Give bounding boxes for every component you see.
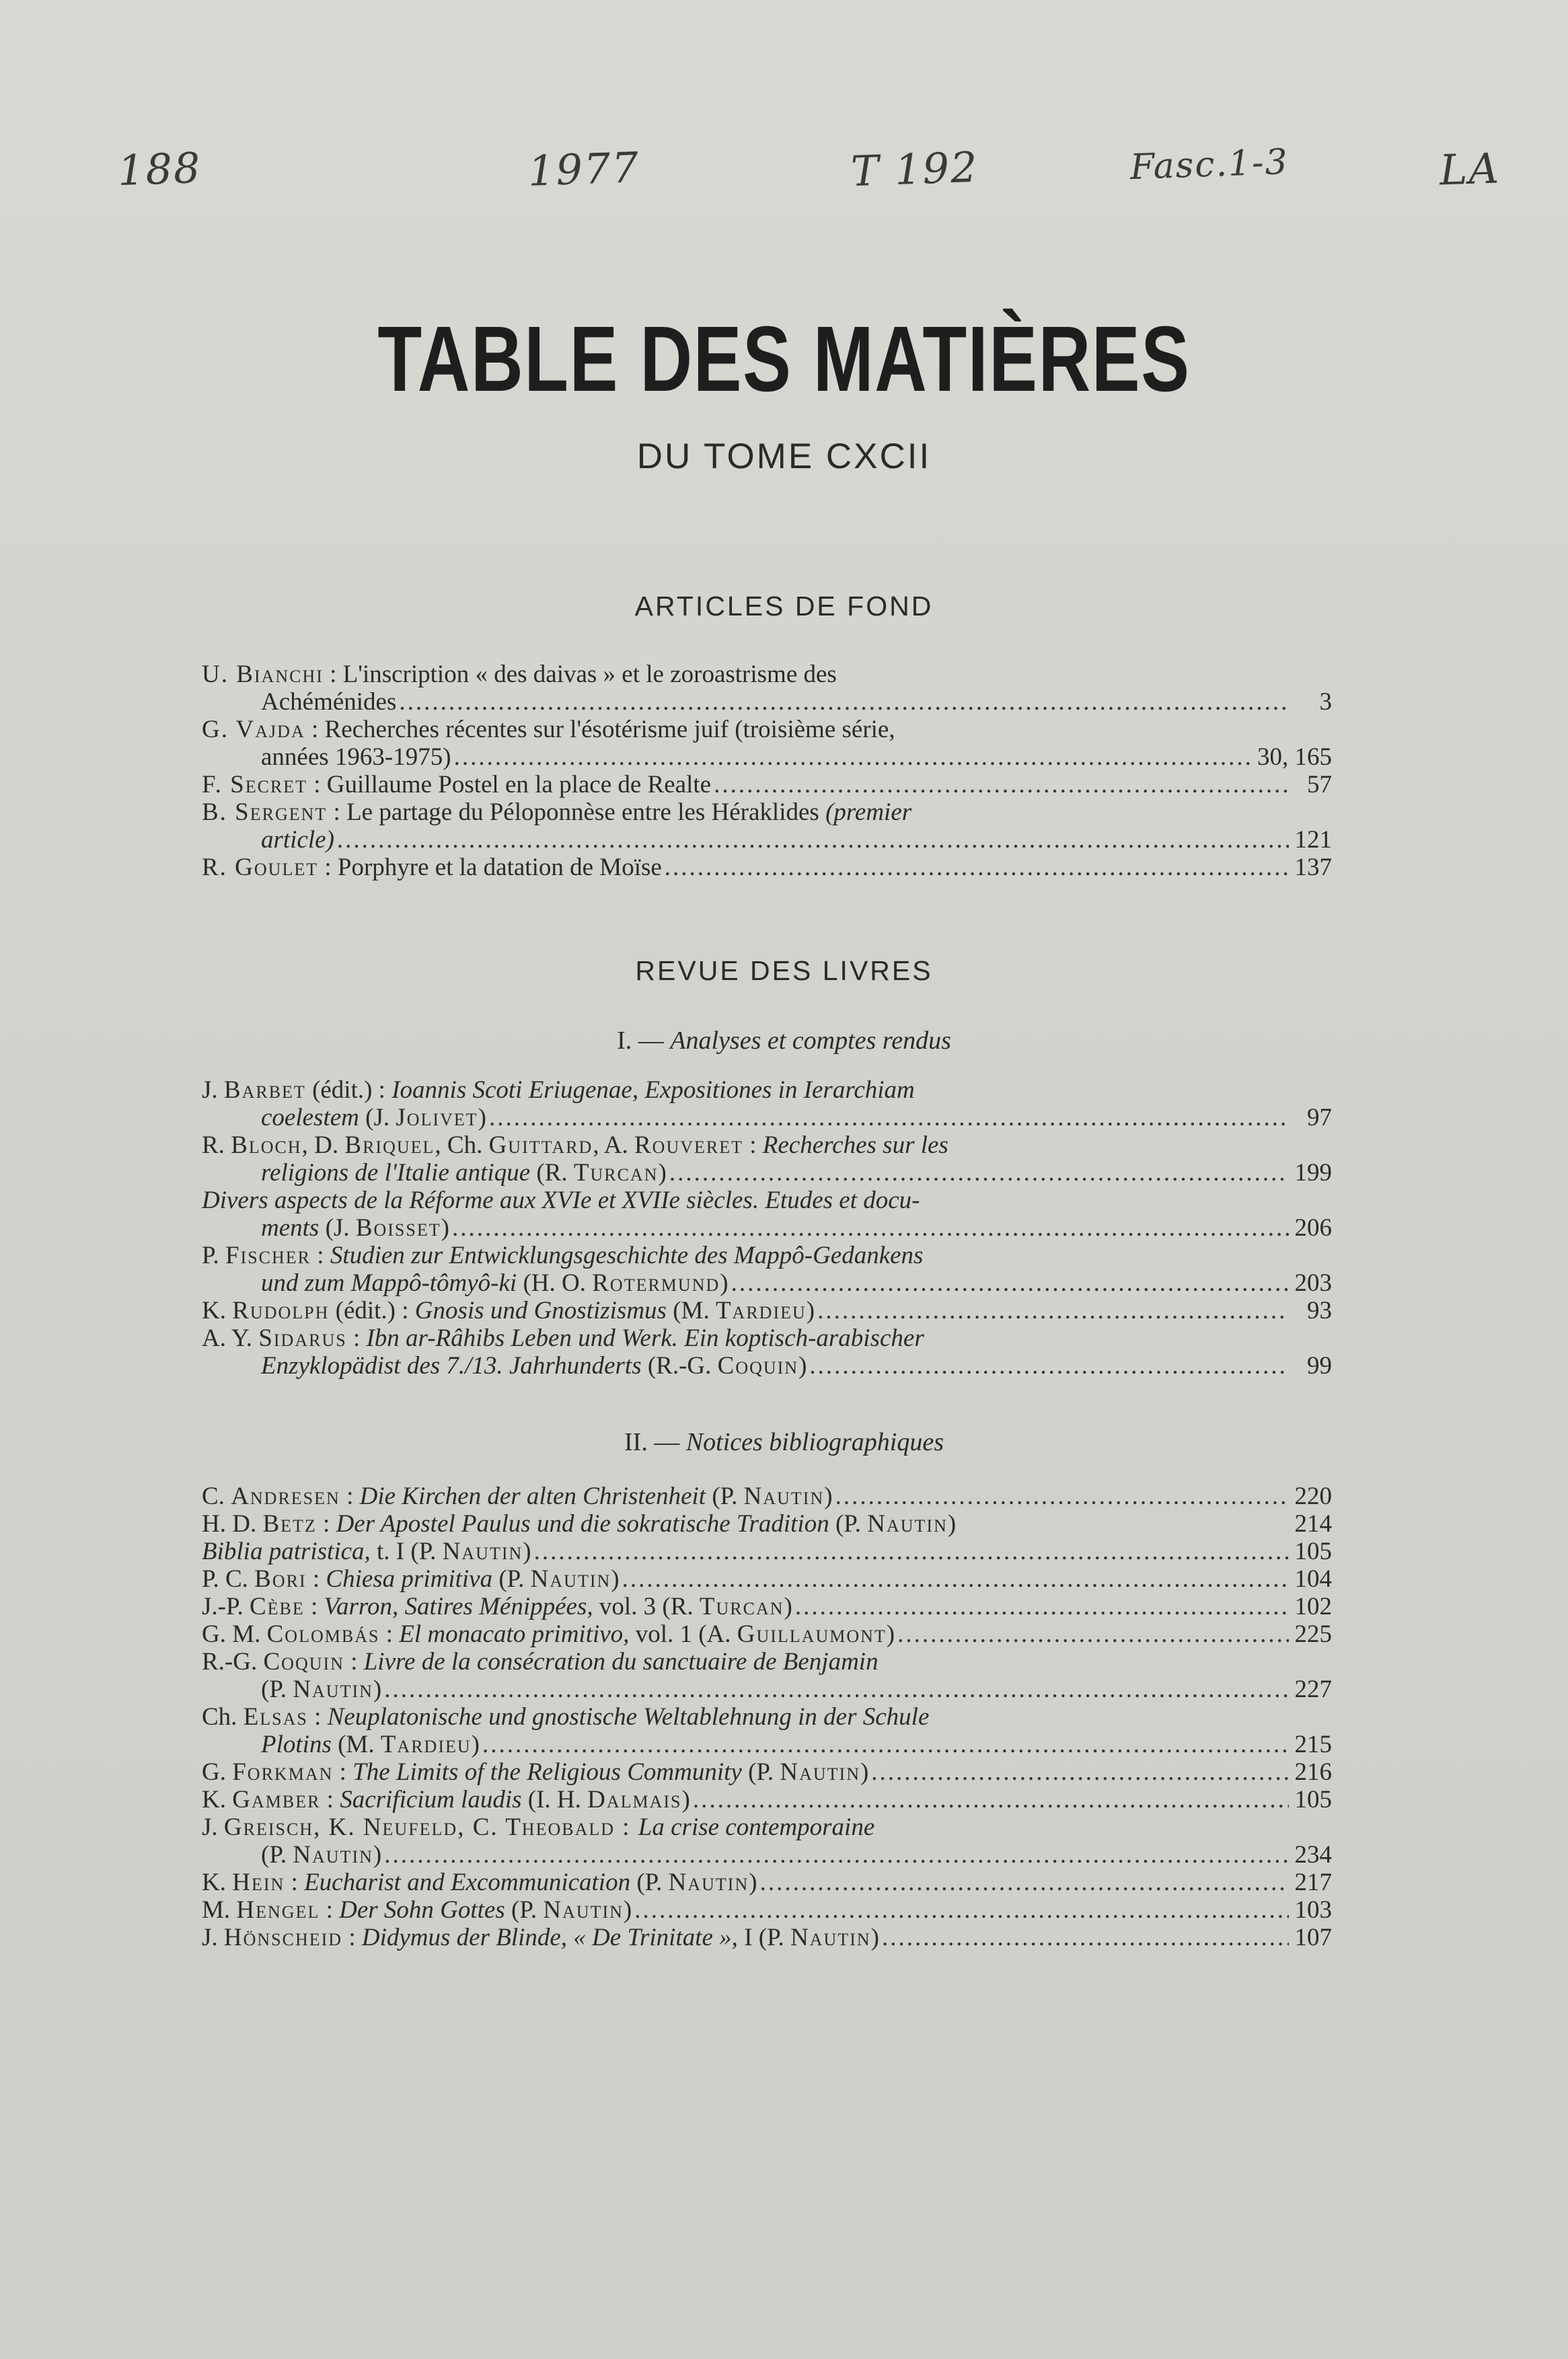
text-fragment: A. Y. bbox=[202, 1324, 259, 1352]
text-fragment: Eucharist and Excommunication bbox=[304, 1869, 631, 1896]
page-number: 3 bbox=[1319, 688, 1332, 716]
entry-line bbox=[202, 1324, 1332, 1352]
entry-line bbox=[202, 1297, 1332, 1324]
toc-entry bbox=[202, 1620, 1332, 1648]
author: Fischer bbox=[225, 1242, 311, 1269]
toc-entry bbox=[202, 771, 1332, 798]
text-fragment: ) bbox=[886, 1620, 895, 1648]
handwritten-note: Fasc.1-3 bbox=[1129, 141, 1290, 188]
entry-line bbox=[202, 1924, 1332, 1951]
text-fragment: ) bbox=[681, 1786, 690, 1813]
toc-entry bbox=[202, 1593, 1332, 1620]
text-fragment: Biblia patristica, bbox=[202, 1538, 371, 1565]
text-fragment: Achéménides bbox=[261, 688, 397, 716]
page-number: 57 bbox=[1307, 771, 1332, 798]
text-fragment: Divers aspects de la Réforme aux XVIe et XVIIe siècles. Etudes et docu- bbox=[202, 1187, 920, 1214]
page-number: 214 bbox=[1294, 1510, 1332, 1538]
text-fragment: Enzyklopädist des 7./13. Jahrhunderts bbox=[261, 1352, 642, 1380]
toc-entry bbox=[202, 1758, 1332, 1786]
entry-line bbox=[202, 743, 1332, 771]
text-fragment: Cèbe bbox=[249, 1593, 305, 1620]
entry-line bbox=[202, 1703, 1332, 1731]
text-fragment: und zum Mappô-tômyô-ki bbox=[261, 1269, 517, 1297]
entry-line bbox=[202, 1104, 1332, 1131]
text-fragment: (P. bbox=[706, 1483, 744, 1510]
text-fragment: Nautin bbox=[668, 1869, 749, 1896]
dot-leader bbox=[384, 1676, 1289, 1703]
text-fragment: Tardieu bbox=[715, 1297, 807, 1324]
text-fragment: (J. bbox=[319, 1214, 356, 1242]
entry-line bbox=[202, 688, 1332, 716]
entry-line bbox=[202, 1620, 1332, 1648]
author: F. Secret bbox=[202, 771, 308, 798]
text-fragment: : bbox=[344, 1648, 364, 1676]
toc-entry bbox=[202, 1510, 1332, 1538]
text-fragment: (premier bbox=[825, 798, 912, 826]
text-fragment: ) bbox=[478, 1104, 486, 1131]
author: U. Bianchi bbox=[202, 661, 324, 688]
text-fragment: : bbox=[333, 1758, 353, 1786]
text-fragment: Betz bbox=[262, 1510, 317, 1538]
toc-entry bbox=[202, 1869, 1332, 1896]
dot-leader bbox=[731, 1269, 1289, 1297]
entry-line bbox=[202, 1731, 1332, 1758]
text-fragment: : bbox=[306, 1565, 326, 1593]
text-fragment: ) bbox=[870, 1924, 879, 1951]
toc-entry bbox=[202, 1297, 1332, 1324]
text-fragment: Coquin bbox=[263, 1648, 344, 1676]
text-fragment: ) bbox=[784, 1593, 792, 1620]
entry-line bbox=[202, 1841, 1332, 1869]
text-fragment: Gnosis und Gnostizismus bbox=[414, 1297, 667, 1324]
text-fragment: Rotermund bbox=[592, 1269, 720, 1297]
text-fragment: ) bbox=[749, 1869, 757, 1896]
entry-line bbox=[202, 1214, 1332, 1242]
text-fragment: : Porphyre et la datation de Moïse bbox=[318, 854, 662, 881]
text-fragment: Rouveret bbox=[634, 1131, 743, 1159]
entry-line bbox=[202, 1269, 1332, 1297]
toc-entry bbox=[202, 854, 1332, 881]
dot-leader bbox=[534, 1538, 1289, 1565]
dot-leader bbox=[693, 1786, 1289, 1813]
toc-entry bbox=[202, 1703, 1332, 1758]
dot-leader bbox=[882, 1924, 1289, 1951]
dot-leader bbox=[482, 1731, 1289, 1758]
text-fragment: , D. bbox=[301, 1131, 345, 1159]
text-fragment: Tardieu bbox=[380, 1731, 472, 1758]
entry-line bbox=[202, 1565, 1332, 1593]
text-fragment: J. bbox=[202, 1924, 224, 1951]
text-fragment: ) bbox=[441, 1214, 449, 1242]
text-fragment: Hönscheid bbox=[223, 1924, 343, 1951]
text-fragment: Turcan bbox=[573, 1159, 659, 1187]
text-fragment: (P. bbox=[505, 1896, 544, 1924]
entry-line bbox=[202, 661, 1332, 688]
text-fragment: (J. bbox=[359, 1104, 396, 1131]
page-number: 99 bbox=[1307, 1352, 1332, 1380]
notices-list bbox=[202, 1483, 1332, 1951]
text-fragment: Studien zur Entwicklungsgeschichte des Mappô-Gedankens bbox=[330, 1242, 924, 1269]
dot-leader bbox=[665, 854, 1289, 881]
text-fragment: II. — bbox=[624, 1428, 686, 1456]
text-fragment: Guillaumont bbox=[737, 1620, 887, 1648]
text-fragment: K. bbox=[202, 1297, 233, 1324]
dot-leader bbox=[452, 1214, 1289, 1242]
text-fragment: R.-G. bbox=[202, 1648, 264, 1676]
text-fragment: I. — bbox=[617, 1026, 671, 1055]
text-fragment: Guittard bbox=[488, 1131, 593, 1159]
page-number: 102 bbox=[1294, 1593, 1332, 1620]
text-fragment: ) bbox=[471, 1731, 480, 1758]
text-fragment: P. bbox=[202, 1242, 225, 1269]
page-number: 30, 165 bbox=[1257, 743, 1332, 771]
text-fragment: K. bbox=[202, 1786, 233, 1813]
text-fragment: (édit.) : bbox=[329, 1297, 415, 1324]
text-fragment: El monacato primitivo, bbox=[399, 1620, 630, 1648]
dot-leader bbox=[871, 1758, 1289, 1786]
text-fragment: Turcan bbox=[699, 1593, 784, 1620]
dot-leader bbox=[489, 1104, 1289, 1131]
entry-line bbox=[202, 854, 1332, 881]
entry-line bbox=[202, 1648, 1332, 1676]
entry-line bbox=[202, 716, 1332, 743]
text-fragment: Ioannis Scoti Eriugenae, Expositiones in Ierarchiam bbox=[391, 1076, 915, 1104]
entry-line bbox=[202, 1131, 1332, 1159]
text-fragment: Boisset bbox=[355, 1214, 441, 1242]
text-fragment: : L'inscription « des daivas » et le zoroastrisme des bbox=[323, 661, 837, 688]
entry-line bbox=[202, 1159, 1332, 1187]
text-fragment: ments bbox=[261, 1214, 320, 1242]
entry-line bbox=[202, 1593, 1332, 1620]
text-fragment: The Limits of the Religious Community bbox=[352, 1758, 742, 1786]
page-number: 107 bbox=[1294, 1924, 1332, 1951]
section-heading-revue: REVUE DES LIVRES bbox=[635, 955, 933, 986]
text-fragment: Hengel bbox=[236, 1896, 320, 1924]
text-fragment: : Le partage du Péloponnèse entre les Héraklides bbox=[327, 798, 826, 826]
text-fragment: (P. bbox=[630, 1869, 669, 1896]
toc-entry bbox=[202, 798, 1332, 854]
page-number: 105 bbox=[1294, 1538, 1332, 1565]
text-fragment: religions de l'Italie antique bbox=[261, 1159, 531, 1187]
text-fragment: (édit.) : bbox=[305, 1076, 392, 1104]
toc-entry bbox=[202, 1565, 1332, 1593]
text-fragment: Ch. bbox=[202, 1703, 244, 1731]
toc-entry bbox=[202, 1242, 1332, 1297]
entry-line bbox=[202, 798, 1332, 826]
text-fragment: ) bbox=[523, 1538, 531, 1565]
toc-entry bbox=[202, 1813, 1332, 1869]
author: Sidarus bbox=[258, 1324, 347, 1352]
text-fragment: Gamber bbox=[232, 1786, 321, 1813]
page-number: 97 bbox=[1307, 1104, 1332, 1131]
page-number: 104 bbox=[1294, 1565, 1332, 1593]
author: B. Sergent bbox=[202, 798, 328, 826]
text-fragment: Briquel bbox=[344, 1131, 435, 1159]
text-fragment: Nautin bbox=[743, 1483, 825, 1510]
page-number: 215 bbox=[1294, 1731, 1332, 1758]
page-number: 217 bbox=[1294, 1869, 1332, 1896]
text-fragment: : bbox=[379, 1620, 400, 1648]
dot-leader bbox=[809, 1352, 1289, 1380]
entry-line bbox=[202, 1676, 1332, 1703]
handwritten-note: 1977 bbox=[527, 143, 641, 196]
dot-leader bbox=[634, 1896, 1289, 1924]
text-fragment: : bbox=[316, 1510, 336, 1538]
text-fragment: J. bbox=[202, 1076, 224, 1104]
toc-entry bbox=[202, 1896, 1332, 1924]
text-fragment: ) bbox=[623, 1896, 632, 1924]
subsection-heading-notices bbox=[0, 1427, 1568, 1457]
toc-entry bbox=[202, 1538, 1332, 1565]
text-fragment: ) bbox=[798, 1352, 807, 1380]
subsection-heading-analyses bbox=[0, 1026, 1568, 1055]
text-fragment: : bbox=[285, 1869, 305, 1896]
entry-line bbox=[202, 1352, 1332, 1380]
dot-leader bbox=[454, 743, 1255, 771]
dot-leader bbox=[714, 771, 1289, 798]
text-fragment: (I. H. bbox=[521, 1786, 588, 1813]
articles-list bbox=[202, 661, 1332, 881]
text-fragment: Die Kirchen der alten Christenheit bbox=[359, 1483, 706, 1510]
text-fragment: La crise contemporaine bbox=[638, 1813, 875, 1841]
entry-line bbox=[202, 1510, 1332, 1538]
toc-entry bbox=[202, 1076, 1332, 1131]
text-fragment: ) bbox=[947, 1510, 957, 1538]
page-subtitle: DU TOME CXCII bbox=[636, 437, 932, 476]
text-fragment: Didymus der Blinde, « De Trinitate », bbox=[361, 1924, 738, 1951]
dot-leader bbox=[622, 1565, 1289, 1593]
text-fragment: Andresen bbox=[231, 1483, 340, 1510]
text-fragment: vol. 1 (A. bbox=[629, 1620, 737, 1648]
text-fragment: ) bbox=[860, 1758, 869, 1786]
text-fragment: (P. bbox=[492, 1565, 531, 1593]
section-heading-articles: ARTICLES DE FOND bbox=[634, 591, 934, 622]
text-fragment: : bbox=[320, 1896, 340, 1924]
toc-entry bbox=[202, 661, 1332, 716]
handwritten-note: LA bbox=[1438, 143, 1501, 195]
text-fragment: , K. Neufeld, C. Theobald : bbox=[313, 1813, 638, 1841]
toc-entry bbox=[202, 1324, 1332, 1380]
page-number: 225 bbox=[1294, 1620, 1332, 1648]
handwritten-note: 188 bbox=[116, 143, 202, 196]
text-fragment: Ibn ar-Râhibs Leben und Werk. Ein koptisch-arabischer bbox=[366, 1324, 924, 1352]
text-fragment: (H. O. bbox=[517, 1269, 593, 1297]
page-number: 216 bbox=[1294, 1758, 1332, 1786]
text-fragment: Neuplatonische und gnostische Weltablehnung in der Schule bbox=[327, 1703, 930, 1731]
text-fragment: Forkman bbox=[232, 1758, 334, 1786]
entry-line bbox=[202, 1187, 1332, 1214]
toc-entry bbox=[202, 1131, 1332, 1187]
text-fragment: ) bbox=[824, 1483, 833, 1510]
dot-leader bbox=[795, 1593, 1289, 1620]
text-fragment: Hein bbox=[232, 1869, 285, 1896]
text-fragment: P. C. bbox=[202, 1565, 255, 1593]
text-fragment: R. bbox=[202, 1131, 231, 1159]
entry-line bbox=[202, 1483, 1332, 1510]
text-fragment: (R.-G. bbox=[641, 1352, 718, 1380]
page-number: 199 bbox=[1294, 1159, 1332, 1187]
dot-leader bbox=[337, 826, 1289, 854]
text-fragment: Nautin bbox=[867, 1510, 948, 1538]
text-fragment: G. M. bbox=[202, 1620, 267, 1648]
text-fragment: Nautin bbox=[442, 1538, 523, 1565]
page-number: 234 bbox=[1294, 1841, 1332, 1869]
text-fragment: Der Sohn Gottes bbox=[339, 1896, 505, 1924]
text-fragment: Nautin bbox=[530, 1565, 611, 1593]
dot-leader bbox=[897, 1620, 1289, 1648]
toc-entry bbox=[202, 716, 1332, 771]
text-fragment: J.-P. bbox=[202, 1593, 250, 1620]
text-fragment: Recherches sur les bbox=[762, 1131, 948, 1159]
dot-leader bbox=[760, 1869, 1289, 1896]
page-number: 137 bbox=[1294, 854, 1332, 881]
handwritten-note: T 192 bbox=[850, 142, 979, 196]
entry-line bbox=[202, 1813, 1332, 1841]
text-fragment: : bbox=[311, 1242, 330, 1269]
toc-entry bbox=[202, 1483, 1332, 1510]
text-fragment: Nautin bbox=[780, 1758, 860, 1786]
analyses-list bbox=[202, 1076, 1332, 1380]
text-fragment: ) bbox=[373, 1676, 382, 1703]
dot-leader bbox=[835, 1483, 1289, 1510]
toc-entry bbox=[202, 1187, 1332, 1242]
text-fragment: : bbox=[342, 1924, 362, 1951]
text-fragment: Nautin bbox=[790, 1924, 871, 1951]
entry-line bbox=[202, 1869, 1332, 1896]
text-fragment: Analyses et comptes rendus bbox=[670, 1026, 951, 1055]
text-fragment: Nautin bbox=[293, 1841, 373, 1869]
page-number: 220 bbox=[1294, 1483, 1332, 1510]
entry-line bbox=[202, 826, 1332, 854]
text-fragment: H. D. bbox=[202, 1510, 263, 1538]
text-fragment: (P. bbox=[741, 1758, 780, 1786]
text-fragment: : bbox=[340, 1483, 360, 1510]
text-fragment: ) bbox=[720, 1269, 729, 1297]
author: Rudolph bbox=[232, 1297, 330, 1324]
entry-line bbox=[202, 1076, 1332, 1104]
text-fragment: , A. bbox=[593, 1131, 634, 1159]
author: G. Vajda bbox=[202, 716, 305, 743]
entry-line bbox=[202, 1538, 1332, 1565]
text-fragment: (P. bbox=[829, 1510, 868, 1538]
text-fragment: : bbox=[304, 1593, 324, 1620]
text-fragment: G. bbox=[202, 1758, 233, 1786]
toc-entry bbox=[202, 1648, 1332, 1703]
dot-leader bbox=[399, 688, 1289, 716]
text-fragment: C. bbox=[202, 1483, 231, 1510]
text-fragment: (P. bbox=[261, 1841, 293, 1869]
toc-entry bbox=[202, 1786, 1332, 1813]
dot-leader bbox=[669, 1159, 1289, 1187]
author: Barbet bbox=[223, 1076, 306, 1104]
text-fragment: I (P. bbox=[737, 1924, 791, 1951]
text-fragment: article) bbox=[261, 826, 334, 854]
text-fragment: M. bbox=[202, 1896, 237, 1924]
page-number: 105 bbox=[1294, 1786, 1332, 1813]
text-fragment: ) bbox=[658, 1159, 667, 1187]
text-fragment: (M. bbox=[666, 1297, 716, 1324]
page-number: 227 bbox=[1294, 1676, 1332, 1703]
text-fragment: Nautin bbox=[543, 1896, 624, 1924]
text-fragment: Varron, Satires Ménippées, bbox=[324, 1593, 593, 1620]
text-fragment: : bbox=[320, 1786, 340, 1813]
text-fragment: Dalmais bbox=[587, 1786, 682, 1813]
page-number: 103 bbox=[1294, 1896, 1332, 1924]
entry-line bbox=[202, 1242, 1332, 1269]
dot-leader bbox=[817, 1297, 1289, 1324]
page-number: 203 bbox=[1294, 1269, 1332, 1297]
text-fragment: , Ch. bbox=[435, 1131, 489, 1159]
text-fragment: Coquin bbox=[717, 1352, 799, 1380]
text-fragment: : bbox=[307, 1703, 328, 1731]
page-number: 93 bbox=[1307, 1297, 1332, 1324]
text-fragment: Jolivet bbox=[396, 1104, 478, 1131]
text-fragment: : Recherches récentes sur l'ésotérisme juif (troisième série, bbox=[305, 716, 895, 743]
text-fragment: Elsas bbox=[243, 1703, 308, 1731]
text-fragment: vol. 3 (R. bbox=[593, 1593, 700, 1620]
text-fragment: J. bbox=[202, 1813, 224, 1841]
text-fragment: t. I (P. bbox=[370, 1538, 443, 1565]
text-fragment: Notices bibliographiques bbox=[685, 1428, 944, 1456]
page-number: 121 bbox=[1294, 826, 1332, 854]
entry-line bbox=[202, 771, 1332, 798]
text-fragment: ) bbox=[806, 1297, 815, 1324]
text-fragment: K. bbox=[202, 1869, 233, 1896]
text-fragment: Nautin bbox=[293, 1676, 373, 1703]
text-fragment: (P. bbox=[261, 1676, 293, 1703]
text-fragment: (M. bbox=[331, 1731, 381, 1758]
text-fragment: Der Apostel Paulus und die sokratische Tradition bbox=[336, 1510, 829, 1538]
text-fragment: Chiesa primitiva bbox=[326, 1565, 493, 1593]
text-fragment: Sacrificium laudis bbox=[340, 1786, 522, 1813]
text-fragment: Colombás bbox=[266, 1620, 380, 1648]
text-fragment: coelestem bbox=[261, 1104, 359, 1131]
text-fragment: (R. bbox=[530, 1159, 574, 1187]
toc-entry bbox=[202, 1924, 1332, 1951]
text-fragment: : bbox=[346, 1324, 367, 1352]
entry-line bbox=[202, 1896, 1332, 1924]
text-fragment: ) bbox=[373, 1841, 382, 1869]
text-fragment: Greisch bbox=[223, 1813, 314, 1841]
text-fragment: Bori bbox=[254, 1565, 307, 1593]
text-fragment: années 1963-1975) bbox=[261, 743, 451, 771]
author: Bloch bbox=[231, 1131, 302, 1159]
entry-line bbox=[202, 1786, 1332, 1813]
dot-leader bbox=[384, 1841, 1289, 1869]
author: R. Goulet bbox=[202, 854, 319, 881]
page-title: TABLE DES MATIÈRES bbox=[377, 307, 1191, 411]
text-fragment: Livre de la consécration du sanctuaire de Benjamin bbox=[363, 1648, 879, 1676]
entry-line bbox=[202, 1758, 1332, 1786]
text-fragment: : Guillaume Postel en la place de Realte bbox=[307, 771, 712, 798]
text-fragment: Plotins bbox=[261, 1731, 332, 1758]
text-fragment: ) bbox=[611, 1565, 620, 1593]
page-number: 206 bbox=[1294, 1214, 1332, 1242]
text-fragment: : bbox=[743, 1131, 763, 1159]
